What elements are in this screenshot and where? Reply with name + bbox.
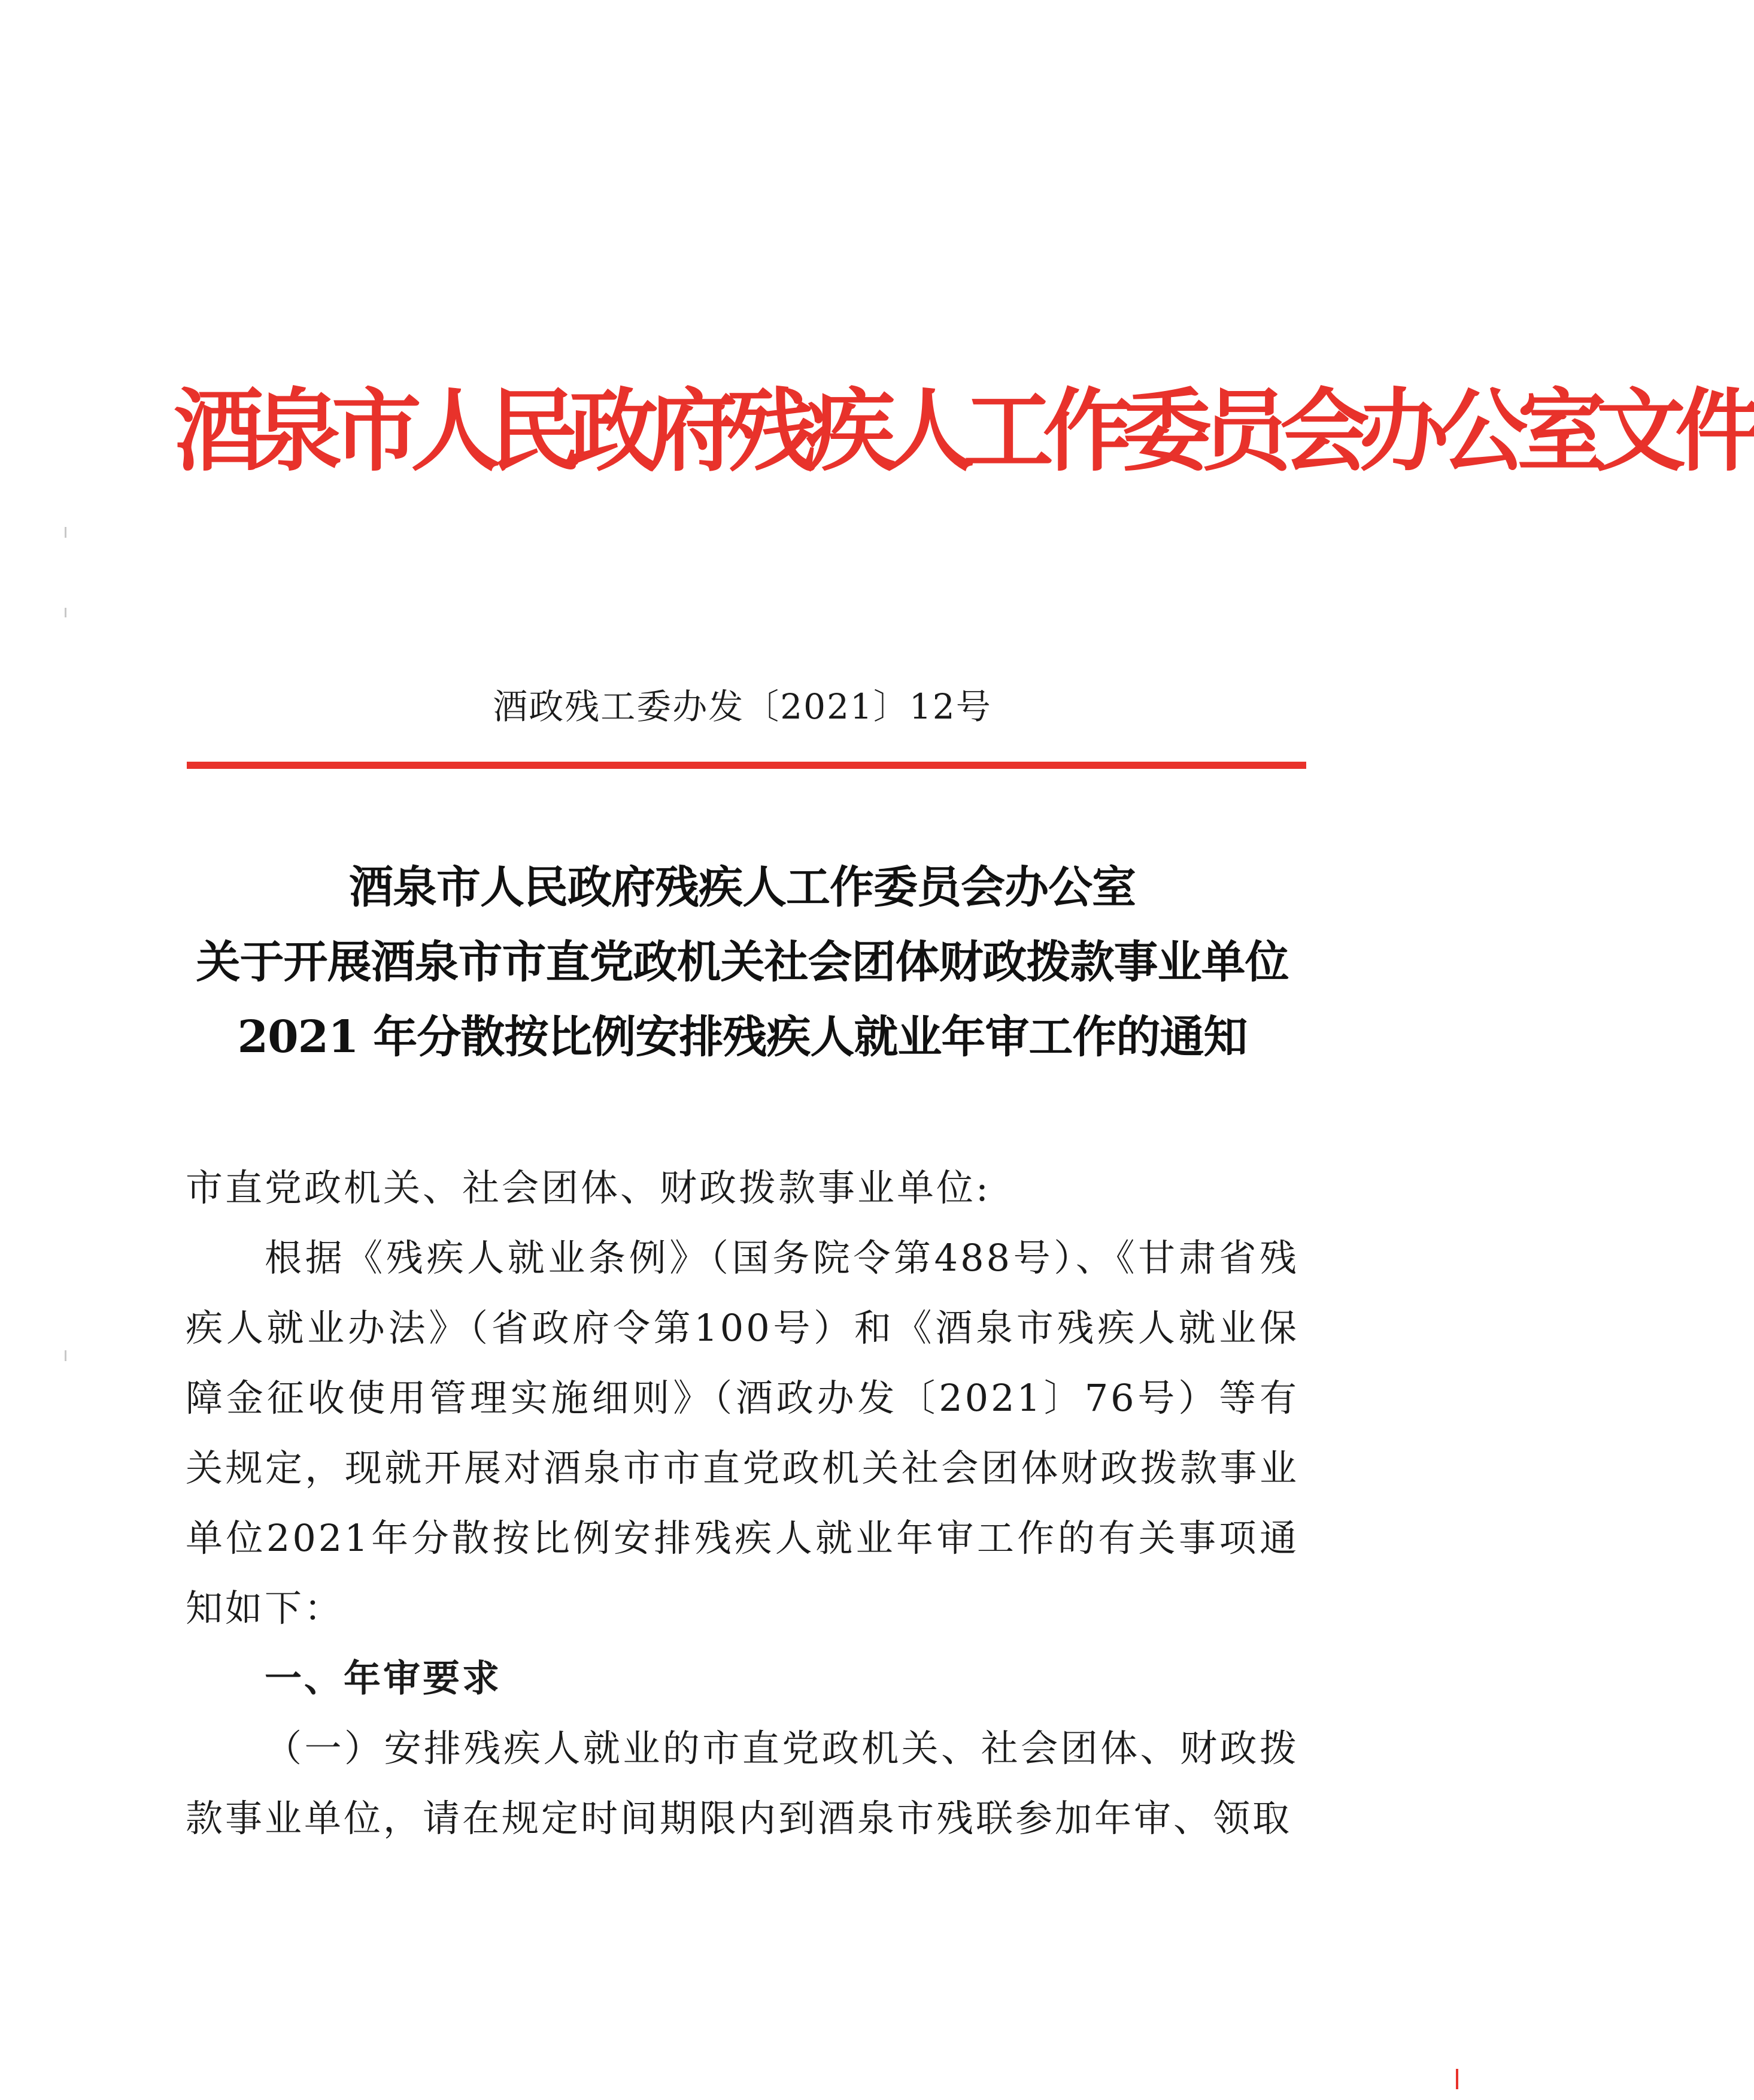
margin-tick-mark bbox=[65, 608, 66, 617]
notice-title-line-3: 2021 年分散按比例安排残疾人就业年审工作的通知 bbox=[237, 1011, 1248, 1063]
item-paragraph: （一）安排残疾人就业的市直党政机关、社会团体、财政拨款事业单位，请在规定时间期限内到酒泉市残联参加年审、领取 bbox=[186, 1726, 1299, 1840]
red-divider-line bbox=[187, 762, 1306, 769]
notice-title-line-2: 关于开展酒泉市市直党政机关社会团体财政拨款事业单位 bbox=[196, 937, 1289, 988]
red-masthead-title: 酒泉市人民政府残疾人工作委员会办公室文件 bbox=[174, 378, 1754, 484]
notice-title-line-1: 酒泉市人民政府残疾人工作委员会办公室 bbox=[349, 862, 1136, 913]
margin-tick-mark bbox=[65, 1350, 66, 1361]
addressee-line: 市直党政机关、社会团体、财政拨款事业单位: bbox=[186, 1166, 991, 1210]
document-number: 酒政残工委办发〔2021〕12号 bbox=[493, 686, 992, 727]
section-heading: 一、年审要求 bbox=[265, 1656, 502, 1700]
notice-title bbox=[150, 850, 1335, 1075]
margin-tick-mark bbox=[65, 527, 66, 538]
notice-body bbox=[186, 1153, 1299, 1853]
body-paragraph: 根据《残疾人就业条例》（国务院令第488号）、《甘肃省残疾人就业办法》（省政府令第100号）和《酒泉市残疾人就业保障金征收使用管理实施细则》（酒政办发〔2021〕76号）等有关规定，现就开展对酒泉市市直党政机关社会团体财政拨款事业单位2021年分散按比例安排残疾人就业年审工作的有关事项通知如下： bbox=[186, 1236, 1299, 1630]
margin-tick-mark bbox=[1456, 2069, 1458, 2089]
